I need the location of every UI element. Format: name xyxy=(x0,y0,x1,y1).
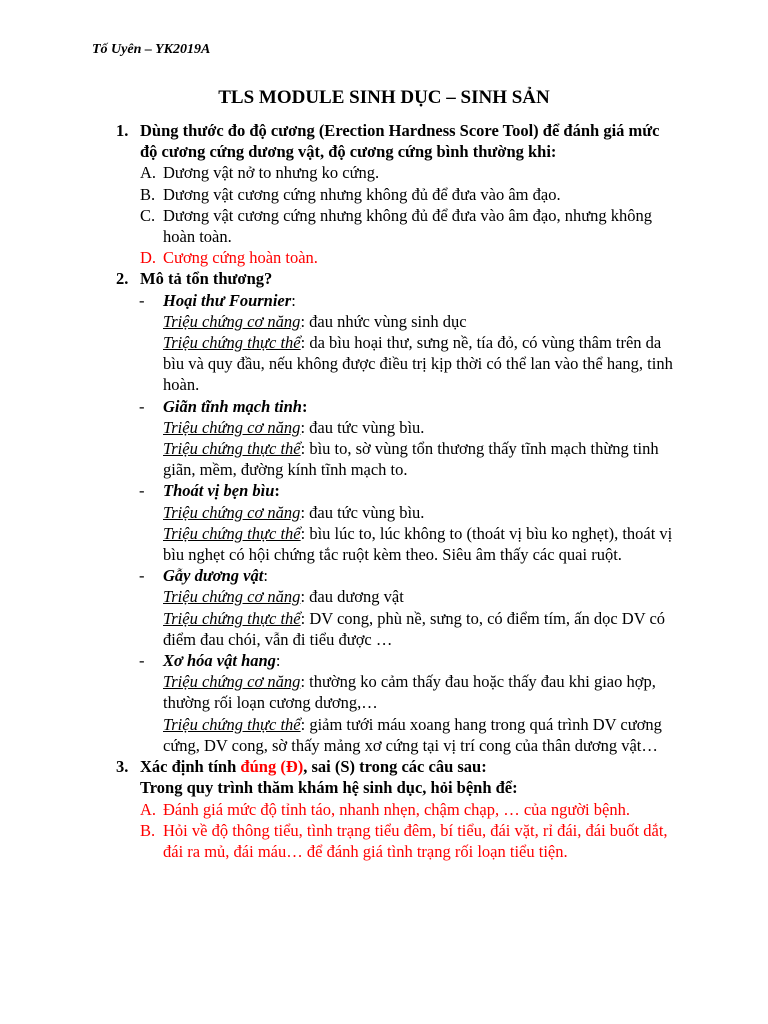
author-header: Tố Uyên – YK2019A xyxy=(92,42,211,57)
condition-name: Thoát vị bẹn bìu xyxy=(163,481,275,501)
physical-label: Triệu chứng thực thể xyxy=(163,333,301,353)
true-marker: đúng (Đ) xyxy=(240,757,304,777)
symptom-functional xyxy=(163,671,680,713)
functional-text: : thường ko cảm thấy đau hoặc thấy đau khi giao hợp, thường rối loạn cương dương,… xyxy=(163,672,656,713)
condition-varicocele xyxy=(139,396,680,417)
question-subtext: Trong quy trình thăm khám hệ sinh dục, hỏi bệnh để: xyxy=(140,778,518,798)
condition-cavernous-fibrosis xyxy=(139,650,680,671)
functional-label: Triệu chứng cơ năng xyxy=(163,587,301,607)
condition-name: Gẫy dương vật xyxy=(163,566,264,586)
symptom-physical xyxy=(163,438,680,480)
condition-colon: : xyxy=(274,481,280,501)
document-title: TLS MODULE SINH DỤC – SINH SẢN xyxy=(218,87,550,108)
condition-colon: : xyxy=(263,566,268,586)
option-letter: B. xyxy=(140,184,156,204)
question-text-part: , sai (S) trong các câu sau: xyxy=(303,757,487,777)
option-d-correct xyxy=(140,247,680,268)
condition-name: Giãn tĩnh mạch tinh xyxy=(163,396,302,416)
physical-text: : giảm tưới máu xoang hang trong quá trình DV cương cứng, DV cong, sờ thấy mảng xơ cứng tại vị trí cong của thân dương vật… xyxy=(163,714,662,755)
option-letter: D. xyxy=(140,248,157,268)
physical-label: Triệu chứng thực thể xyxy=(163,608,301,628)
symptom-functional xyxy=(163,502,680,523)
physical-label: Triệu chứng thực thể xyxy=(163,439,301,459)
option-b xyxy=(140,820,680,862)
symptom-functional xyxy=(163,417,680,438)
option-text: Cương cứng hoàn toàn. xyxy=(163,248,318,268)
question-number: 2. xyxy=(116,269,129,289)
functional-text: : đau dương vật xyxy=(300,587,404,607)
question-2 xyxy=(116,268,680,289)
functional-label: Triệu chứng cơ năng xyxy=(163,672,301,692)
option-text: Hỏi về độ thông tiểu, tình trạng tiểu đêm, bí tiểu, đái vặt, rỉ đái, đái buốt dắt, đái ra mủ, đái máu… để đánh giá tình trạng rối loạn tiểu tiện. xyxy=(163,820,668,861)
bullet-dash: - xyxy=(139,481,145,501)
condition-colon: : xyxy=(301,396,308,416)
functional-text: : đau nhức vùng sinh dục xyxy=(300,311,467,331)
physical-text: : da bìu hoại thư, sưng nề, tía đỏ, có vùng thâm trên da bìu và quy đầu, nếu không được điều trị kịp thời có thể lan vào thể hang, tinh hoàn. xyxy=(163,333,673,395)
functional-label: Triệu chứng cơ năng xyxy=(163,311,301,331)
bullet-dash: - xyxy=(139,396,145,416)
question-1 xyxy=(116,120,680,162)
physical-text: : bìu lúc to, lúc không to (thoát vị bìu ko nghẹt), thoát vị bìu nghẹt có hội chứng tắc ruột kèm theo. Siêu âm thấy các quai ruột. xyxy=(163,523,673,565)
question-number: 3. xyxy=(116,757,129,777)
condition-name: Xơ hóa vật hang xyxy=(163,651,276,671)
symptom-physical xyxy=(163,714,680,756)
symptom-functional xyxy=(163,311,680,332)
option-letter: C. xyxy=(140,205,156,225)
symptom-physical xyxy=(163,523,680,565)
physical-label: Triệu chứng thực thể xyxy=(163,714,301,734)
functional-label: Triệu chứng cơ năng xyxy=(163,417,301,437)
bullet-dash: - xyxy=(139,566,145,586)
option-text: Đánh giá mức độ tỉnh táo, nhanh nhẹn, chậm chạp, … của người bệnh. xyxy=(163,799,630,819)
functional-text: : đau tức vùng bìu. xyxy=(300,417,425,437)
condition-colon: : xyxy=(275,651,281,671)
question-number: 1. xyxy=(116,121,129,140)
condition-penile-fracture xyxy=(139,565,680,586)
condition-fournier xyxy=(139,290,680,311)
condition-name: Hoại thư Fournier xyxy=(163,290,292,310)
option-letter: A. xyxy=(140,163,157,183)
bullet-dash: - xyxy=(139,651,145,671)
bullet-dash: - xyxy=(139,290,145,310)
option-text: Dương vật cương cứng nhưng không đủ để đưa vào âm đạo, nhưng không hoàn toàn. xyxy=(163,205,653,247)
functional-text: : đau tức vùng bìu. xyxy=(300,502,425,522)
question-text xyxy=(140,757,487,776)
question-text-part: Xác định tính xyxy=(140,757,241,777)
option-text: Dương vật cương cứng nhưng không đủ để đưa vào âm đạo. xyxy=(163,184,561,204)
option-a xyxy=(140,162,680,183)
symptom-functional xyxy=(163,586,680,607)
condition-colon: : xyxy=(291,290,296,310)
option-letter: A. xyxy=(140,799,157,819)
question-text: Mô tả tổn thương? xyxy=(140,269,273,289)
symptom-physical xyxy=(163,608,680,650)
question-text: Dùng thước đo độ cương (Erection Hardness Score Tool) để đánh giá mức độ cương cứng dương vật, độ cương cứng bình thường khi: xyxy=(140,121,660,162)
option-text: Dương vật nở to nhưng ko cứng. xyxy=(163,163,380,183)
physical-text: : DV cong, phù nề, sưng to, có điểm tím, ấn dọc DV có điểm đau chói, vẫn đi tiểu được … xyxy=(163,608,666,649)
option-a xyxy=(140,799,680,820)
functional-label: Triệu chứng cơ năng xyxy=(163,502,301,522)
symptom-physical xyxy=(163,332,680,396)
option-letter: B. xyxy=(140,820,156,840)
question-3 xyxy=(116,756,680,798)
physical-label: Triệu chứng thực thể xyxy=(163,523,301,543)
condition-inguinal-hernia xyxy=(139,480,680,501)
document-body xyxy=(0,120,768,862)
option-b xyxy=(140,184,680,205)
option-c xyxy=(140,205,680,247)
physical-text: : bìu to, sờ vùng tổn thương thấy tĩnh mạch thừng tinh giãn, mềm, đường kính tĩnh mạch to. xyxy=(163,439,659,480)
